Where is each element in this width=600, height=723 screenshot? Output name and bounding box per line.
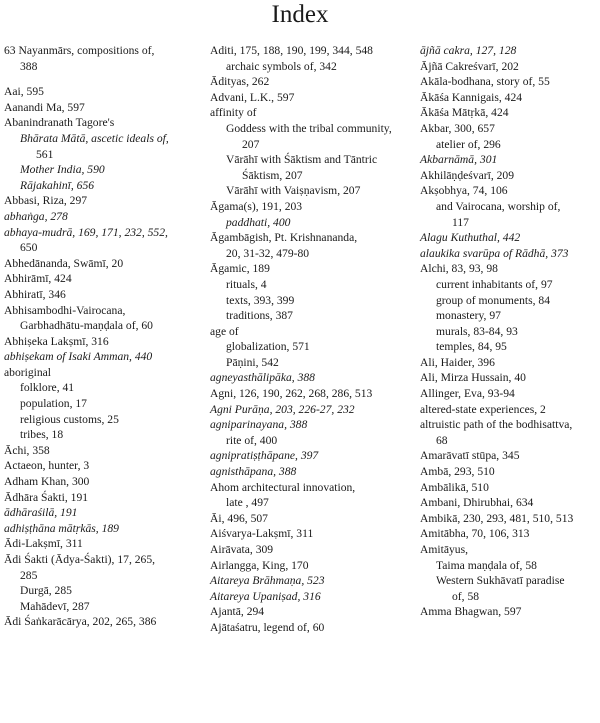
index-entry: Aai, 595 xyxy=(4,85,44,99)
index-entry: Ākāśa Kannigais, 424 xyxy=(420,90,523,104)
index-entry: Ādi-Lakṣmī, 311 xyxy=(4,537,83,551)
index-entry: Āgamic, 189 xyxy=(210,262,270,276)
index-entry: Western Sukhāvatī paradise xyxy=(436,574,565,588)
index-entry: abhiṣekam of Isaki Amman, 440 xyxy=(4,350,153,364)
index-entry: Vārāhī with Śāktism and Tāntric Śāktism, 207 xyxy=(226,153,378,182)
index-entry: Vārāhī with Vaiṣṇavism, 207 xyxy=(226,184,361,198)
index-entry: alaukika svarūpa of Rādhā, 373 xyxy=(420,246,569,260)
index-entry: Taima maṇḍala of, 58 xyxy=(436,558,537,572)
index-entry: Actaeon, hunter, 3 xyxy=(4,459,90,473)
index-entry: of, 58 xyxy=(452,589,480,603)
index-entry: Ali, Haider, 396 xyxy=(420,355,495,369)
index-entry: Abhiṣeka Lakṣmī, 316 xyxy=(4,334,109,348)
index-entry: 68 xyxy=(436,433,448,447)
index-entry: aboriginal xyxy=(4,365,52,379)
spacer xyxy=(4,74,194,84)
index-entry: Abhirāmī, 424 xyxy=(4,272,72,286)
index-entry: Mahādevī, 287 xyxy=(20,599,90,613)
index-entry: Abhisambodhi-Vairocana, xyxy=(4,303,126,317)
index-entry: agniparinayana, 388 xyxy=(210,418,308,432)
index-entry: Bhārata Mātā, ascetic ideals of, xyxy=(20,131,169,145)
index-entry: rituals, 4 xyxy=(226,277,267,291)
index-entry: altered-state experiences, 2 xyxy=(420,402,546,416)
index-entry: texts, 393, 399 xyxy=(226,293,295,307)
index-entry: and Vairocana, worship of, xyxy=(436,199,561,213)
index-entry: archaic symbols of, 342 xyxy=(226,59,337,73)
index-entry: globalization, 571 xyxy=(226,340,310,354)
index-entry: Advani, L.K., 597 xyxy=(210,90,295,104)
index-entry: Akhilāṇḍeśvarī, 209 xyxy=(420,168,515,182)
index-entry: 561 xyxy=(36,147,54,161)
index-entry: Āgambāgish, Pt. Krishnananda, xyxy=(210,231,358,245)
index-entry: Akṣobhya, 74, 106 xyxy=(420,184,508,198)
index-column-3 xyxy=(420,43,598,620)
index-entry: Ambani, Dhirubhai, 634 xyxy=(420,496,534,510)
index-entry: adhiṣṭhāna mātṛkās, 189 xyxy=(4,521,119,535)
index-entry: Alchi, 83, 93, 98 xyxy=(420,262,498,276)
index-entry: ādhāraśilā, 191 xyxy=(4,506,78,520)
index-entry: Aditi, 175, 188, 190, 199, 344, 548 xyxy=(210,44,373,57)
index-entry: Āgama(s), 191, 203 xyxy=(210,199,303,213)
index-entry: 117 xyxy=(452,215,469,229)
index-entry: Āi, 496, 507 xyxy=(210,511,268,525)
index-entry: Amma Bhagwan, 597 xyxy=(420,605,522,619)
index-entry: agnipratiṣṭhāpane, 397 xyxy=(210,449,319,463)
index-entry: Ādityas, 262 xyxy=(210,75,270,89)
index-entry: current inhabitants of, 97 xyxy=(436,277,553,291)
index-entry: Rājakahinī, 656 xyxy=(20,178,95,192)
index-entry: atelier of, 296 xyxy=(436,137,501,151)
index-entry: religious customs, 25 xyxy=(20,412,119,426)
index-entry: Ambā, 293, 510 xyxy=(420,465,495,479)
index-entry: rite of, 400 xyxy=(226,433,278,447)
index-entry: Ājñā Cakreśvarī, 202 xyxy=(420,59,519,73)
index-entry: Aanandi Ma, 597 xyxy=(4,100,85,114)
index-column-1 xyxy=(4,43,194,630)
index-entry: abhaṅga, 278 xyxy=(4,209,68,223)
index-entry: Aitareya Upaniṣad, 316 xyxy=(210,589,321,603)
index-entry: Aiśvarya-Lakṣmī, 311 xyxy=(210,527,314,541)
index-entry: Ambālikā, 510 xyxy=(420,480,489,494)
index-entry: Ādhāra Śakti, 191 xyxy=(4,490,89,504)
index-entry: traditions, 387 xyxy=(226,309,293,323)
index-entry: Ādi Śakti (Ādya-Śakti), 17, 265, xyxy=(4,553,156,566)
index-entry: Allinger, Eva, 93-94 xyxy=(420,387,515,401)
index-entry: Ahom architectural innovation, xyxy=(210,480,356,494)
index-entry: affinity of xyxy=(210,106,257,120)
index-entry: Adham Khan, 300 xyxy=(4,475,90,489)
index-entry: 650 xyxy=(20,241,38,255)
index-entry: group of monuments, 84 xyxy=(436,293,550,307)
index-entry: Pāṇini, 542 xyxy=(226,355,279,369)
index-entry: Amitābha, 70, 106, 313 xyxy=(420,527,530,541)
index-entry: Ādi Śaṅkarācārya, 202, 265, 386 xyxy=(4,615,157,629)
index-column-2 xyxy=(210,43,408,636)
index-entry: Abhedānanda, Swāmī, 20 xyxy=(4,256,124,270)
index-entry: Airlangga, King, 170 xyxy=(210,558,309,572)
index-entry: Amitāyus, xyxy=(420,543,468,556)
index-entry: Agni, 126, 190, 262, 268, 286, 513 xyxy=(210,387,373,401)
index-entry: tribes, 18 xyxy=(20,428,64,442)
index-entry: abhaya-mudrā, 169, 171, 232, 552, xyxy=(4,225,168,239)
index-entry: population, 17 xyxy=(20,397,87,411)
index-entry: Airāvata, 309 xyxy=(210,543,274,556)
index-entry: Ambikā, 230, 293, 481, 510, 513 xyxy=(420,511,574,525)
index-entry: murals, 83-84, 93 xyxy=(436,324,518,338)
index-entry: Aitareya Brāhmaṇa, 523 xyxy=(210,574,325,588)
index-entry: ājñā cakra, 127, 128 xyxy=(420,44,517,57)
index-entry: agneyasthālipāka, 388 xyxy=(210,371,315,385)
index-entry: Abhiratī, 346 xyxy=(4,287,66,301)
index-entry: late , 497 xyxy=(226,496,269,510)
index-entry: altruistic path of the bodhisattva, xyxy=(420,418,573,432)
index-entry: Ākāśa Mātṛkā, 424 xyxy=(420,106,509,120)
page-title: Index xyxy=(271,1,329,28)
index-entry: Abbasi, Riza, 297 xyxy=(4,194,88,208)
index-entry: Agni Purāṇa, 203, 226-27, 232 xyxy=(210,402,355,416)
index-entry: Ajātaśatru, legend of, 60 xyxy=(210,620,325,634)
index-entry: Mother India, 590 xyxy=(20,163,105,177)
index-entry: 20, 31-32, 479-80 xyxy=(226,246,310,260)
index-entry: monastery, 97 xyxy=(436,309,501,323)
index-entry: Garbhadhātu-maṇḍala of, 60 xyxy=(20,319,153,333)
index-entry: Āchi, 358 xyxy=(4,443,50,457)
index-entry: Ajantā, 294 xyxy=(210,605,265,619)
index-entry: Goddess with the tribal community, 207 xyxy=(226,121,392,151)
index-entry: agnisthāpana, 388 xyxy=(210,465,297,479)
index-entry: Abanindranath Tagore's xyxy=(4,116,115,130)
index-entry: 63 Nayanmārs, compositions of, xyxy=(4,44,155,57)
index-entry: Akbar, 300, 657 xyxy=(420,121,495,135)
index-entry: paddhati, 400 xyxy=(226,215,291,229)
index-entry: Amarāvatī stūpa, 345 xyxy=(420,449,520,463)
index-entry: 285 xyxy=(20,568,38,582)
index-entry: Akbarnāmā, 301 xyxy=(420,153,498,167)
index-entry: Durgā, 285 xyxy=(20,584,72,598)
index-entry: temples, 84, 95 xyxy=(436,340,507,354)
index-entry: Ali, Mirza Hussain, 40 xyxy=(420,371,526,385)
index-entry: Alagu Kuthuthal, 442 xyxy=(420,231,521,245)
index-entry: 388 xyxy=(20,59,38,73)
index-entry: age of xyxy=(210,324,239,338)
index-entry: Akāla-bodhana, story of, 55 xyxy=(420,75,550,89)
index-entry: folklore, 41 xyxy=(20,381,75,395)
